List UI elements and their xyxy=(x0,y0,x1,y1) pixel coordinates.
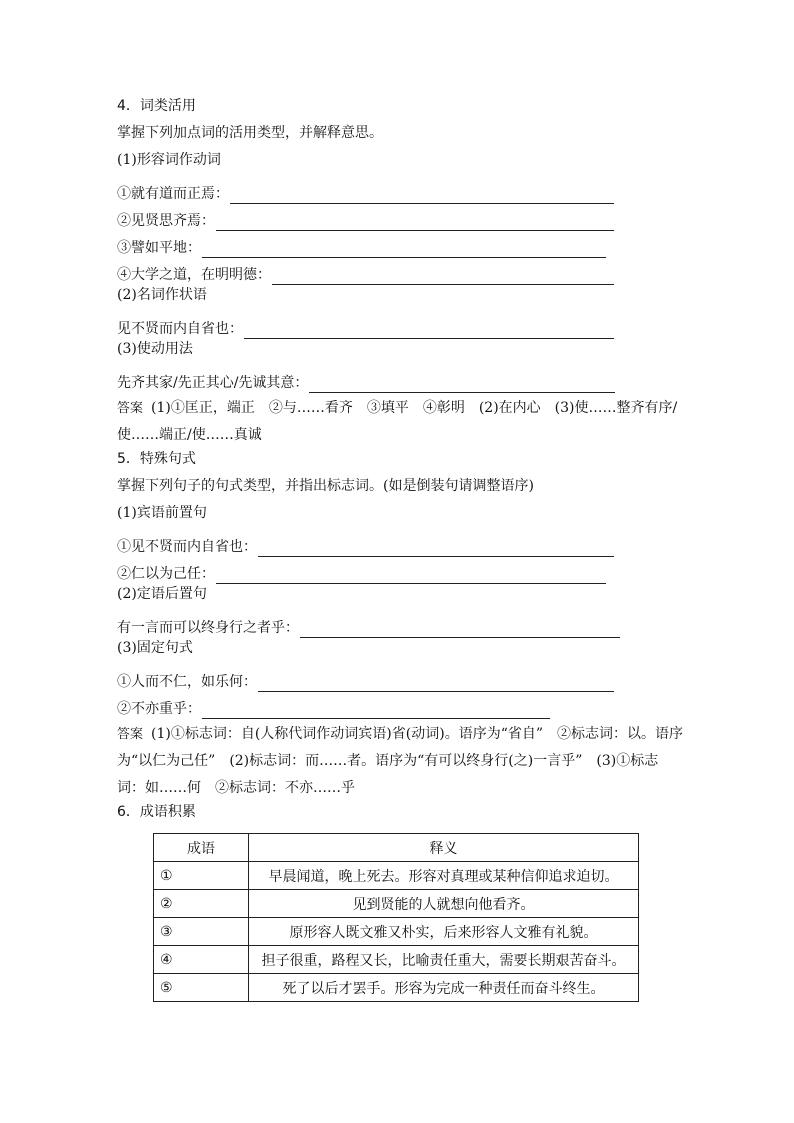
question-row xyxy=(117,530,683,557)
section-4-sub1: (1)形容词作动词 xyxy=(117,152,221,168)
answer-label: 答案 xyxy=(117,727,144,742)
question-text: ④大学之道，在明明德： xyxy=(117,267,271,283)
idiom-cell[interactable]: ② xyxy=(154,890,249,918)
answer-blank[interactable] xyxy=(300,620,620,638)
column-header-definition: 释义 xyxy=(249,834,639,862)
section-5-answer xyxy=(117,721,683,802)
column-header-idiom: 成语 xyxy=(154,834,249,862)
question-row xyxy=(117,312,683,339)
question-row xyxy=(117,204,683,231)
definition-cell: 担子很重，路程又长，比喻责任重大，需要长期艰苦奋斗。 xyxy=(249,946,639,974)
definition-cell: 早晨闻道，晚上死去。形容对真理或某种信仰追求迫切。 xyxy=(249,862,639,890)
question-row xyxy=(117,665,683,692)
answer-blank[interactable] xyxy=(258,539,614,557)
question-text: ①就有道而正焉： xyxy=(117,186,229,202)
answer-text: (1)①匡正，端正 ②与……看齐 ③填平 ④彰明 (2)在内心 (3)使……整齐有序/使……端正/使……真诚 xyxy=(117,400,678,443)
table-row xyxy=(154,890,639,918)
section-5-sub3: (3)固定句式 xyxy=(117,640,193,656)
answer-blank[interactable] xyxy=(202,240,606,258)
table-row xyxy=(154,974,639,1002)
question-text: ②见贤思齐焉： xyxy=(117,213,215,229)
idiom-cell[interactable]: ③ xyxy=(154,918,249,946)
section-6-title: 6．成语积累 xyxy=(117,804,196,820)
answer-blank[interactable] xyxy=(230,186,614,204)
answer-blank[interactable] xyxy=(244,321,614,339)
section-5-sub1: (1)宾语前置句 xyxy=(117,505,207,521)
question-text: ③譬如平地： xyxy=(117,240,201,256)
question-text: ①人而不仁，如乐何： xyxy=(117,674,257,690)
question-row xyxy=(117,231,683,258)
answer-label: 答案 xyxy=(117,401,144,416)
section-4-title: 4．词类活用 xyxy=(117,98,196,114)
question-row xyxy=(117,177,683,204)
idiom-table xyxy=(153,833,639,1002)
definition-cell: 原形容人既文雅又朴实，后来形容人文雅有礼貌。 xyxy=(249,918,639,946)
definition-cell: 死了以后才罢手。形容为完成一种责任而奋斗终生。 xyxy=(249,974,639,1002)
question-row xyxy=(117,692,683,719)
question-row xyxy=(117,258,683,285)
table-row xyxy=(154,862,639,890)
worksheet-page xyxy=(117,96,683,1002)
section-5-instruction: 掌握下列句子的句式类型，并指出标志词。(如是倒装句请调整语序) xyxy=(117,478,534,494)
section-5-sub2: (2)定语后置句 xyxy=(117,586,207,602)
answer-blank[interactable] xyxy=(216,213,614,231)
question-text: 先齐其家/先正其心/先诚其意： xyxy=(117,375,309,391)
definition-cell: 见到贤能的人就想向他看齐。 xyxy=(249,890,639,918)
answer-blank[interactable] xyxy=(202,701,550,719)
idiom-cell[interactable]: ⑤ xyxy=(154,974,249,1002)
question-text: ②仁以为己任： xyxy=(117,566,215,582)
idiom-cell[interactable]: ① xyxy=(154,862,249,890)
table-header-row xyxy=(154,834,639,862)
answer-blank[interactable] xyxy=(309,375,615,393)
table-row xyxy=(154,918,639,946)
question-text: 见不贤而内自省也： xyxy=(117,321,243,337)
question-text: ②不亦重乎： xyxy=(117,701,201,717)
answer-blank[interactable] xyxy=(258,674,614,692)
table-row xyxy=(154,946,639,974)
question-text: 有一言而可以终身行之者乎： xyxy=(117,620,299,636)
idiom-cell[interactable]: ④ xyxy=(154,946,249,974)
section-4-sub2: (2)名词作状语 xyxy=(117,287,207,303)
section-4-sub3: (3)使动用法 xyxy=(117,341,193,357)
answer-text: (1)①标志词：自(人称代词作动词宾语)省(动词)。语序为“省自” ②标志词：以。语序为“以仁为己任” (2)标志词：而……者。语序为“有可以终身行(之)一言乎” (3)①标志词：如……何 ②标志词：不亦……乎 xyxy=(117,726,684,796)
question-text: ①见不贤而内自省也： xyxy=(117,539,257,555)
answer-blank[interactable] xyxy=(216,566,606,584)
section-5-title: 5．特殊句式 xyxy=(117,451,196,467)
section-4-instruction: 掌握下列加点词的活用类型，并解释意思。 xyxy=(117,125,383,141)
question-row xyxy=(117,557,683,584)
question-row xyxy=(117,366,683,393)
question-row xyxy=(117,611,683,638)
answer-blank[interactable] xyxy=(272,267,614,285)
section-4-answer xyxy=(117,395,683,449)
